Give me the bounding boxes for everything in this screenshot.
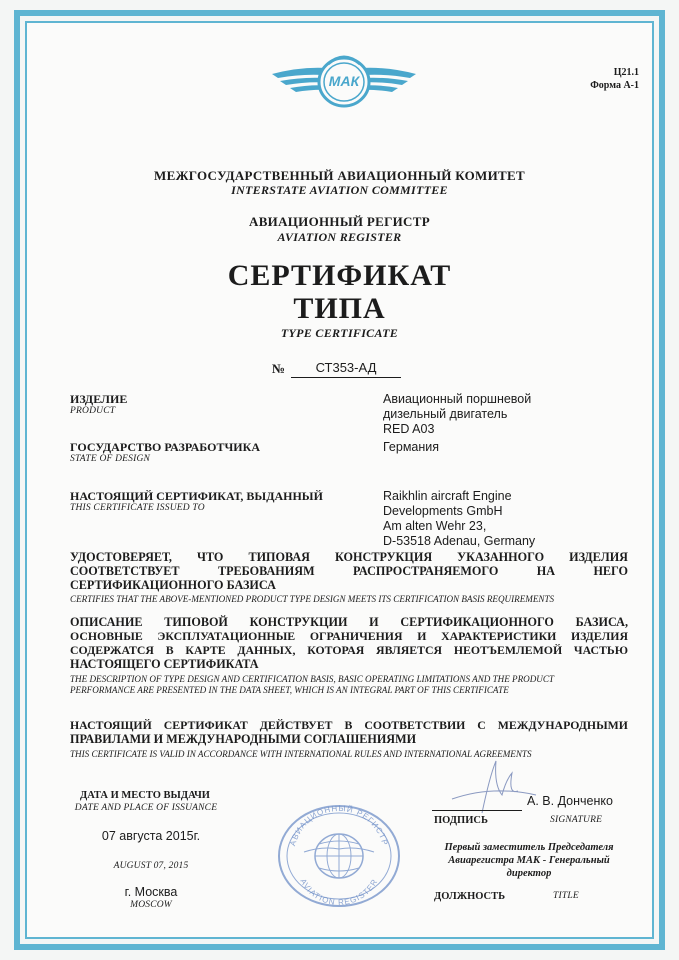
para2-en-line: THE DESCRIPTION OF TYPE DESIGN AND CERTIFICATION BASIS, BASIC OPERATING LIMITATIONS AND THE PRODUCT xyxy=(70,674,554,684)
issued-to-label-ru: НАСТОЯЩИЙ СЕРТИФИКАТ, ВЫДАННЫЙ xyxy=(70,489,323,503)
issued-to-line: Am alten Wehr 23, xyxy=(383,519,487,533)
issuance-date-en: AUGUST 07, 2015 xyxy=(113,861,189,871)
title-label-ru: ДОЛЖНОСТЬ xyxy=(434,891,506,902)
signature-label-ru: ПОДПИСЬ xyxy=(434,815,488,826)
issued-to-line: Developments GmbH xyxy=(383,504,503,518)
product-label-en: PRODUCT xyxy=(70,406,116,416)
title-label-en: TITLE xyxy=(553,891,579,901)
position-line: Первый заместитель Председателя xyxy=(444,842,614,853)
state-label-en: STATE OF DESIGN xyxy=(70,454,151,464)
product-label-ru: ИЗДЕЛИЕ xyxy=(70,392,128,406)
register-ru: АВИАЦИОННЫЙ РЕГИСТР xyxy=(249,214,430,229)
form-code-line1: Ц21.1 xyxy=(613,67,639,78)
signature-label-en: SIGNATURE xyxy=(550,815,603,825)
certificate-number: СТ353-АД xyxy=(315,360,377,375)
signatory-name: А. В. Донченко xyxy=(527,794,613,808)
state-label-ru: ГОСУДАРСТВО РАЗРАБОТЧИКА xyxy=(70,440,260,454)
number-label: № xyxy=(272,361,286,376)
form-code-line2: Форма А-1 xyxy=(590,80,639,91)
para3 xyxy=(70,718,628,760)
product-line: Авиационный поршневой xyxy=(383,392,532,406)
para2 xyxy=(70,615,628,696)
para2-line: СОДЕРЖАТСЯ В КАРТЕ ДАННЫХ, КОТОРАЯ ЯВЛЯЕТСЯ НЕОТЪЕМЛЕМОЙ ЧАСТЬЮ xyxy=(70,643,628,657)
title-line1: СЕРТИФИКАТ xyxy=(227,259,452,292)
title-line2: ТИПА xyxy=(293,292,386,325)
logo-text: МАК xyxy=(328,73,360,89)
para3-line: НАСТОЯЩИЙ СЕРТИФИКАТ ДЕЙСТВУЕТ В СООТВЕТСТВИИ С МЕЖДУНАРОДНЫМИ xyxy=(70,718,628,732)
issuance-place-en: MOSCOW xyxy=(130,900,172,910)
stamp-text-ru: АВИАЦИОННЫЙ РЕГИСТР xyxy=(288,803,390,847)
position-line: Авиарегистра МАК - Генеральный xyxy=(448,855,610,866)
position-line: директор xyxy=(506,868,552,879)
product-line: дизельный двигатель xyxy=(383,407,508,421)
product-line: RED A03 xyxy=(383,422,435,436)
committee-ru: МЕЖГОСУДАРСТВЕННЫЙ АВИАЦИОННЫЙ КОМИТЕТ xyxy=(154,168,525,183)
aviation-register-stamp xyxy=(274,802,404,910)
para3-line: ПРАВИЛАМИ И МЕЖДУНАРОДНЫМИ СОГЛАШЕНИЯМИ xyxy=(70,732,417,746)
signature-line xyxy=(432,800,522,811)
issued-to-label-en: THIS CERTIFICATE ISSUED TO xyxy=(70,503,205,513)
issued-to-line: Raikhlin aircraft Engine xyxy=(383,489,512,503)
product-value xyxy=(383,392,531,437)
issued-to-value xyxy=(383,489,535,549)
para1-line: СЕРТИФИКАЦИОННОГО БАЗИСА xyxy=(70,578,276,592)
para1-line: СООТВЕТСТВУЕТ ТРЕБОВАНИЯМ РАСПРОСТРАНЯЕМОГО НА НЕГО xyxy=(70,564,628,578)
title-en: TYPE CERTIFICATE xyxy=(280,326,399,340)
signatory-position xyxy=(426,841,632,880)
para1 xyxy=(70,550,628,605)
form-code xyxy=(590,66,639,92)
para2-line: ОПИСАНИЕ ТИПОВОЙ КОНСТРУКЦИИ И СЕРТИФИКАЦИОННОГО БАЗИСА, xyxy=(70,615,628,629)
para1-en: CERTIFIES THAT THE ABOVE-MENTIONED PRODUCT TYPE DESIGN MEETS ITS CERTIFICATION BASIS REQUIREMENTS xyxy=(70,594,555,604)
svg-text:AVIATION REGISTER xyxy=(298,877,379,907)
issuance-date-ru: 07 августа 2015г. xyxy=(101,829,201,843)
committee-en: INTERSTATE AVIATION COMMITTEE xyxy=(231,183,448,197)
issuance-label-en: DATE AND PLACE OF ISSUANCE xyxy=(74,803,218,813)
para2-en-line: PERFORMANCE ARE PRESENTED IN THE DATA SHEET, WHICH IS AN INTEGRAL PART OF THIS CERTIFICATE xyxy=(70,685,509,695)
issuance-label-ru: ДАТА И МЕСТО ВЫДАЧИ xyxy=(80,790,210,801)
stamp-text-en: AVIATION REGISTER xyxy=(298,877,380,908)
register-en: AVIATION REGISTER xyxy=(277,230,402,244)
para3-en: THIS CERTIFICATE IS VALID IN ACCORDANCE WITH INTERNATIONAL RULES AND INTERNATIONAL AGREEMENTS xyxy=(70,749,532,759)
para2-line: ОСНОВНЫЕ ЭКСПЛУАТАЦИОННЫЕ ОГРАНИЧЕНИЯ И ХАРАКТЕРИСТИКИ ИЗДЕЛИЯ xyxy=(70,629,628,643)
issuance-place-ru: г. Москва xyxy=(124,885,178,899)
para2-line: НАСТОЯЩЕГО СЕРТИФИКАТА xyxy=(70,657,259,671)
issued-to-line: D-53518 Adenau, Germany xyxy=(383,534,536,548)
para1-line: УДОСТОВЕРЯЕТ, ЧТО ТИПОВАЯ КОНСТРУКЦИЯ УКАЗАННОГО ИЗДЕЛИЯ xyxy=(70,550,628,564)
state-value: Германия xyxy=(383,440,440,454)
